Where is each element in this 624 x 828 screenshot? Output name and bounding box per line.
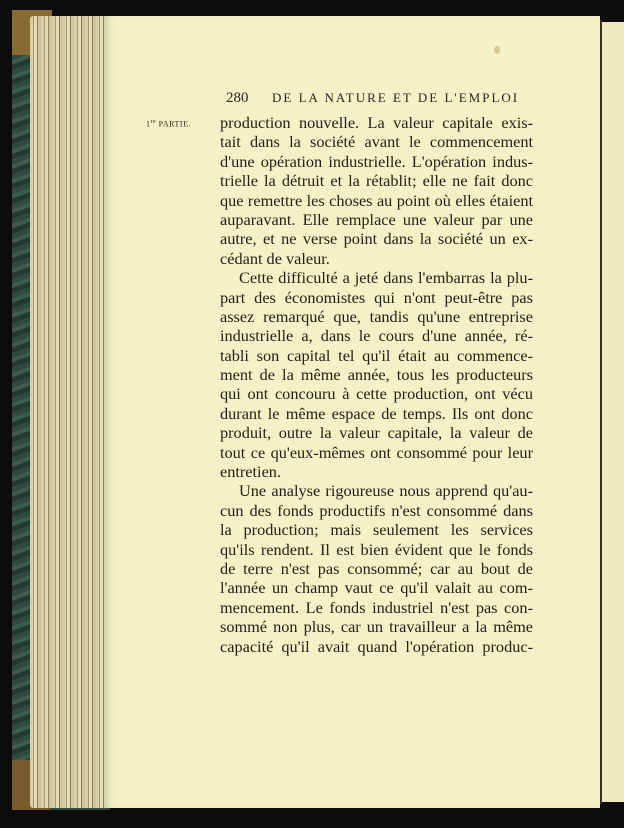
paper-stain (494, 46, 500, 54)
text-line: qui ont concouru à cette production, ont vécu (220, 384, 533, 404)
text-line: ment de la même année, tous les producteurs (220, 365, 533, 385)
text-line: qu'ils rendent. Il est bien évident que le fonds (220, 539, 533, 559)
running-head (226, 90, 519, 107)
text-line: l'année un champ vaut ce qu'il valait au com- (220, 578, 533, 598)
page-number: 280 (226, 90, 249, 106)
text-line: assez remarqué que, tandis qu'une entreprise (220, 306, 533, 326)
page-edges (30, 16, 106, 808)
text-line: auparavant. Elle remplace une valeur par une (220, 209, 533, 229)
text-line: tait dans la société avant le commencement (220, 132, 533, 152)
text-line: cédant de valeur. (220, 248, 330, 268)
text-line: d'une opération industrielle. L'opération indus- (220, 151, 533, 171)
text-line: la production; mais seulement les services (220, 520, 533, 540)
text-line: Une analyse rigoureuse nous apprend qu'au- (239, 481, 533, 501)
body-text (220, 113, 533, 656)
text-line: production nouvelle. La valeur capitale exis- (220, 113, 533, 132)
text-line: industrielle a, dans le cours d'une année, ré- (220, 326, 533, 346)
margin-note (146, 119, 191, 129)
text-line: sommé non plus, car un travailleur a la même (220, 617, 533, 637)
text-line: Cette difficulté a jeté dans l'embarras la plu- (239, 268, 533, 288)
text-line: part des économistes qui n'ont peut-être pas (220, 287, 533, 307)
text-line: trielle la détruit et la rétablit; elle ne fait donc (220, 171, 533, 191)
margin-note-label: PARTIE. (156, 119, 191, 129)
running-title: DE LA NATURE ET DE L'EMPLOI (272, 90, 520, 105)
text-line: que remettre les choses au point où elles étaient (220, 190, 533, 210)
text-line: autre, et ne verse point dans la société un ex- (220, 229, 533, 249)
text-line: cun des fonds productifs n'est consommé dans (220, 500, 533, 520)
text-line: tabli son capital tel qu'il était au commence- (220, 345, 533, 365)
text-line: de terre n'est pas consommé; car au bout de (220, 558, 533, 578)
facing-page-edge (602, 22, 624, 802)
text-line: capacité qu'il avait quand l'opération produc- (220, 636, 533, 656)
margin-note-suffix: re (150, 119, 157, 125)
text-line: tout ce qu'eux-mêmes ont consommé pour leur (220, 442, 533, 462)
text-line: durant le même espace de temps. Ils ont donc (220, 403, 533, 423)
text-line: produit, outre la valeur capitale, la valeur de (220, 423, 533, 443)
text-line: mencement. Le fonds industriel n'est pas con- (220, 597, 533, 617)
margin-note-number: 1 (146, 119, 151, 129)
text-line: entretien. (220, 462, 282, 482)
